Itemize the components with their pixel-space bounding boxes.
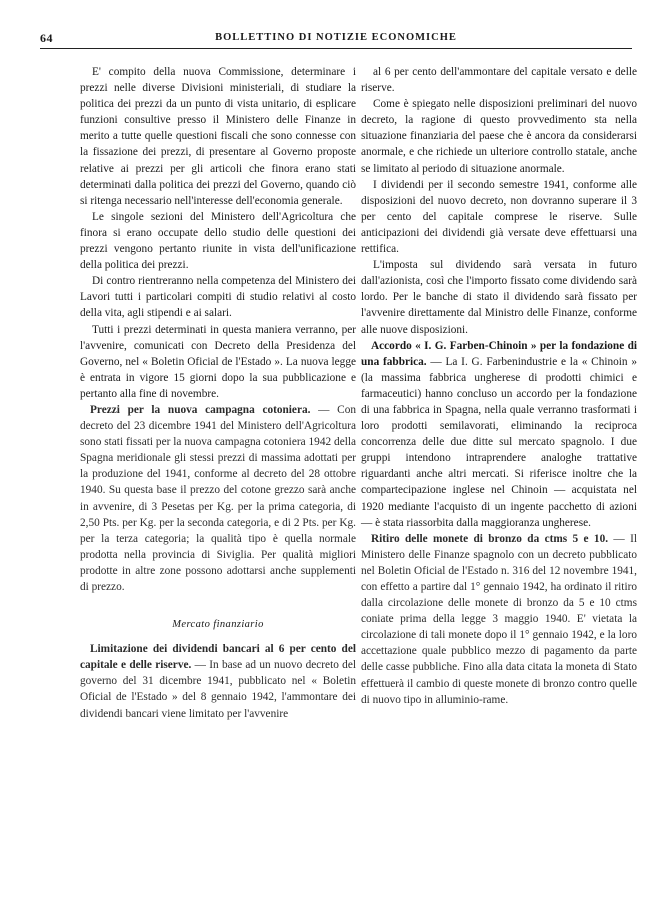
section-title: Prezzi per la nuova campagna cotoniera. (90, 403, 311, 416)
paragraph: E' compito della nuova Commissione, determinare i prezzi nelle diverse Divisioni ministeriali, di studiare la politica dei prezzi da un punto di vista unitario, di esplicare funzioni consultive presso il Ministero delle Finanze in merito a tutte quelle questioni fiscali che sono connesse con la fissazione dei prezzi, di presentare al Governo proposte relative ai prezzi per gli articoli che finora erano stati determinati dalla politica dei prezzi del Governo, quando ciò si ritenga necessario nell'interesse dell'economia generale. (80, 66, 356, 207)
paragraph: Di contro rientreranno nella competenza del Ministero dei Lavori tutti i particolari compiti di studio relativi al costo della vita, agli stipendi e ai salari. (80, 275, 356, 320)
paragraph: Tutti i prezzi determinati in questa maniera verranno, per l'avvenire, comunicati con Decreto della Presidenza del Governo, nel « Boletin Oficial de l'Estado ». La nuova legge è entrata in vigore 15 giorni dopo la sua pubblicazione e pertanto alla fine di novembre. (80, 323, 356, 400)
paragraph: Come è spiegato nelle disposizioni preliminari del nuovo decreto, la ragione di questo provvedimento sta nella situazione finanziaria del paese che è ancora da considerarsi anormale, e che richiede un ulteriore controllo statale, anche se limitato al periodo di situazione anormale. (361, 98, 637, 175)
section-rubric: Mercato finanziario (172, 619, 264, 631)
section-body: — La I. G. Farbenindustrie e la « Chinoin » (la massima fabbrica ungherese di prodotti chimici e farmaceutici) hanno concluso un accordo per la fondazione di una fabbrica in Spagna, nella quale verranno trasformati i loro prodotti semilavorati, eliminando la reciproca concorrenza delle due ditte sul mercato spagnolo. I due gruppi intendono intraprendere analoghe trattative riguardanti anche altri mercati. Si riferisce inoltre che la compartecipazione inglese nel Chinoin — acquistata nel 1920 mediante l'acquisto di un ingente pacchetto di azioni — è stata riassorbita dalla maggioranza ungherese. (361, 355, 638, 529)
farben-section (361, 338, 637, 531)
section-body: — In base ad un nuovo decreto del governo del 31 dicembre 1941, pubblicato nel « Boletin Oficial de l'Estado » del 8 gennaio 1942, l'ammontare dei dividendi bancari viene limitato per l'avvenire (80, 659, 356, 720)
paragraph: I dividendi per il secondo semestre 1941, conforme alle disposizioni del nuovo decreto, non dovranno superare il 3 per cento del capitale comprese le riserve. Sulle anticipazioni dei dividendi già versate deve effettuarsi una rettifica. (361, 178, 637, 256)
paragraph: L'imposta sul dividendo sarà versata in futuro dall'azionista, così che l'importo fissato come dividendo sarà lordo. Per le banche di stato il dividendo sarà fissato per l'avvenire direttamente dal Ministro delle Finanze, conforme alle nuove disposizioni. (361, 259, 637, 336)
page-number: 64 (40, 31, 53, 45)
right-column (361, 64, 637, 708)
section-title: Ritiro delle monete di bronzo da ctms 5 e 10. (371, 532, 609, 545)
page-header (40, 30, 632, 49)
cotton-section (80, 402, 356, 595)
paragraph: Le singole sezioni del Ministero dell'Agricoltura che finora si erano occupate dello studio delle questioni dei prezzi vengono pertanto riunite in vista dell'unificazione della politica dei prezzi. (80, 210, 356, 272)
coins-section (361, 531, 637, 708)
section-title: Accordo « I. G. Farben-Chinoin » per la fondazione di una fabbrica. (361, 339, 637, 368)
left-column (80, 64, 356, 722)
section-body: — Il Ministero delle Finanze spagnolo con un decreto pubblicato nel Boletin Oficial de l'Estado n. 316 del 12 novembre 1941, con effetto a partire dal 1° gennaio 1942, ha ordinato il ritiro dalla circolazione delle monete di bronzo da 5 e 10 ctms coniate prima della legge 3 maggio 1940. E' vietata la circolazione di tali monete dopo il 1° gennaio 1942, e la loro accettazione quale pubblico mezzo di pagamento da parte delle casse pubbliche. Fino alla data citata la moneta di Stato effettuerà il cambio di queste monete di bronzo contro quelle di nuovo tipo in alluminio-rame. (361, 532, 637, 706)
dividends-section (80, 641, 356, 721)
section-body: — Con decreto del 23 dicembre 1941 del Ministero dell'Agricoltura sono stati fissati per la nuova campagna cotoniera 1942 della Spagna meridionale gli stessi prezzi di massima adottati per la produzione del 1941, conforme al decreto del 28 ottobre 1940. Su questa base il prezzo del cotone grezzo sarà anche in avvenire, di 3 Pesetas per Kg. per la prima categoria, di 2,50 Pts. per Kg. per la seconda categoria, e di 2 Pts. per Kg. per la terza categoria; la qualità tipo è quella normale prodotta nella provincia di Siviglia. Per qualità migliori prodotte in altre zone possono adottarsi anche supplementi di prezzo. (80, 403, 357, 593)
section-title: Limitazione dei dividendi bancari al 6 per cento del capitale e delle riserve. (80, 643, 356, 672)
running-title: BOLLETTINO DI NOTIZIE ECONOMICHE (215, 32, 457, 43)
paragraph: al 6 per cento dell'ammontare del capitale versato e delle riserve. (361, 66, 637, 95)
